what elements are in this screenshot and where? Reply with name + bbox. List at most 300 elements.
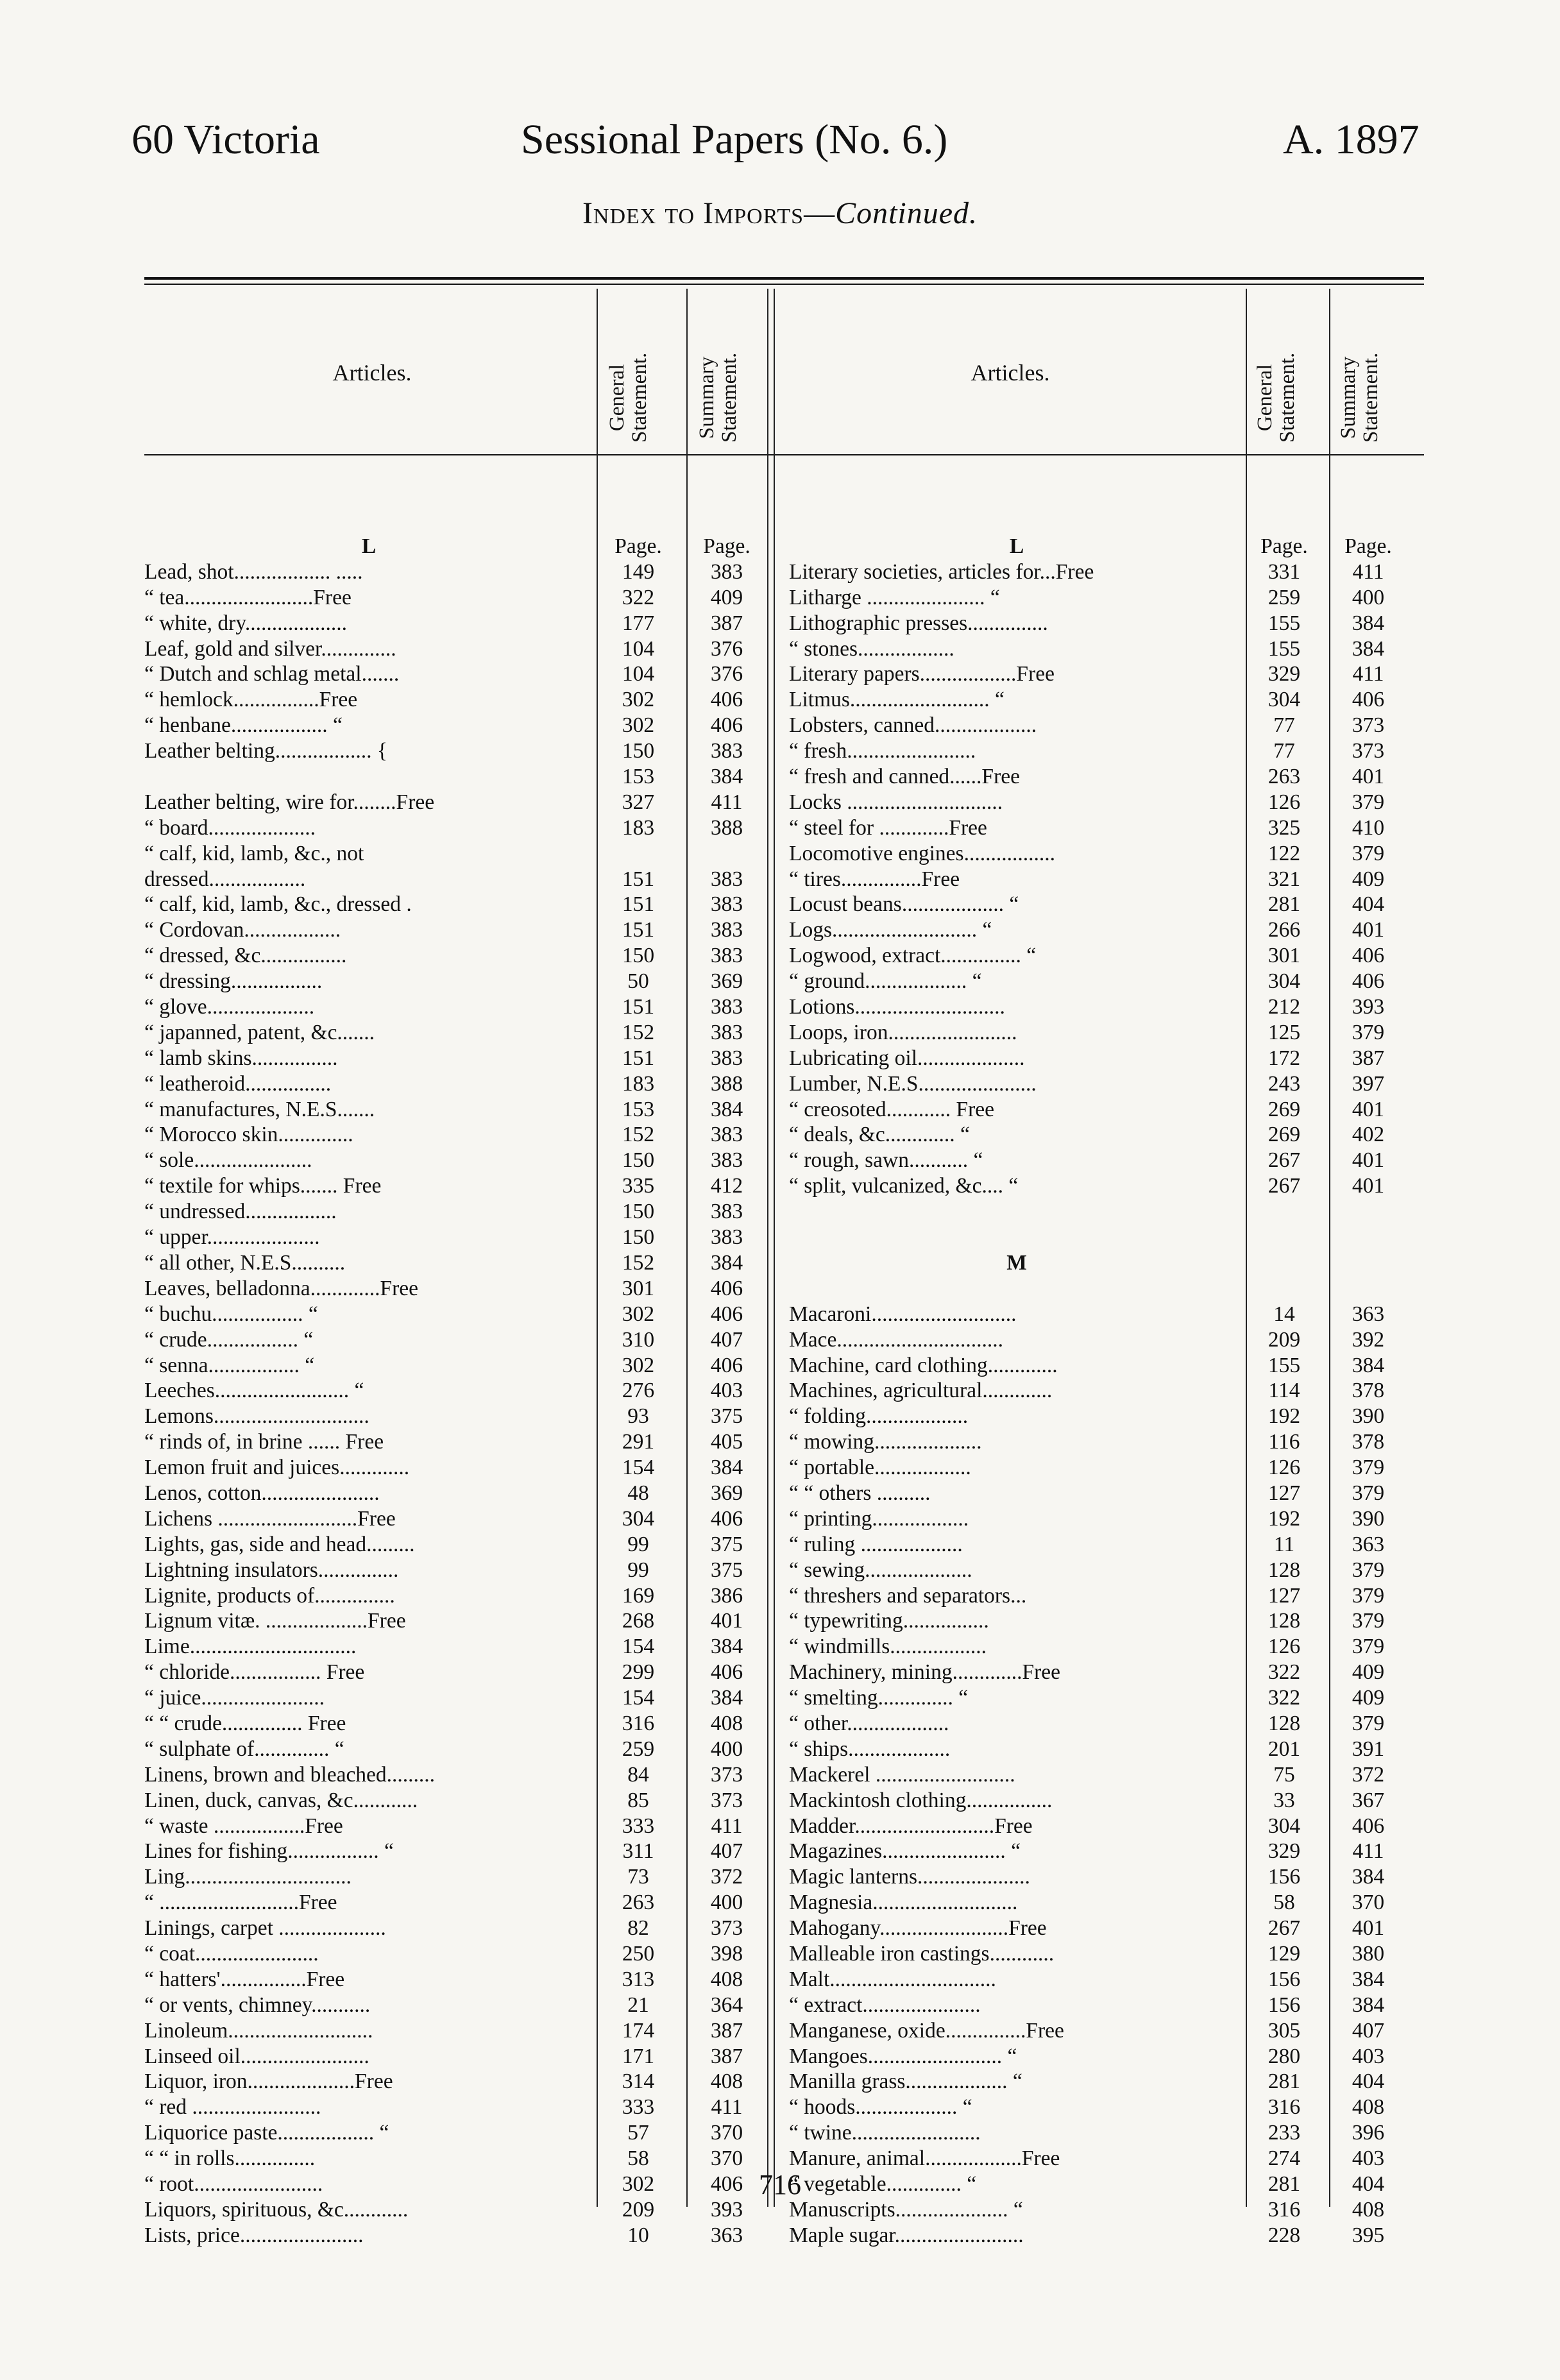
entry-article: “ ground................... “ <box>789 969 982 994</box>
entry-summary-page: 406 <box>710 1353 743 1377</box>
entry-article: Lubricating oil.................... <box>789 1046 1025 1070</box>
entry-general-page: 311 <box>622 1839 654 1864</box>
entry-summary-page: 383 <box>710 867 743 891</box>
index-entry <box>144 1429 786 1455</box>
entry-general-page: 267 <box>1268 1148 1301 1173</box>
entry-general-page: 150 <box>622 739 655 763</box>
entry-article: Manure, animal..................Free <box>789 2146 1060 2171</box>
index-entry <box>789 1199 1430 1225</box>
entry-general-page: 280 <box>1268 2044 1301 2068</box>
index-entry <box>144 1685 786 1711</box>
entry-summary-page: 379 <box>1352 1609 1385 1633</box>
entry-summary-page: 386 <box>710 1583 743 1608</box>
section-heading <box>789 534 1430 559</box>
entry-general-page: 122 <box>1268 841 1301 865</box>
index-entry <box>144 1864 786 1890</box>
entry-general-page: 268 <box>622 1609 655 1633</box>
index-entry <box>144 1890 786 1916</box>
entry-general-page: 322 <box>1268 1660 1301 1685</box>
entry-article: Machines, agricultural............. <box>789 1379 1053 1403</box>
entry-article: “ tea........................Free <box>144 585 352 609</box>
index-entry <box>789 867 1430 892</box>
entry-article: Lights, gas, side and head......... <box>144 1532 415 1556</box>
entry-article: “ upper..................... <box>144 1225 320 1250</box>
index-entry <box>789 1429 1430 1455</box>
entry-general-page: 243 <box>1268 1071 1301 1096</box>
entry-article: “ folding................... <box>789 1404 969 1429</box>
entry-article: Lenos, cotton...................... <box>144 1481 380 1505</box>
index-entry <box>789 585 1430 611</box>
entry-article: “ stones.................. <box>789 636 954 661</box>
entry-article: Madder..........................Free <box>789 1814 1033 1838</box>
entry-summary-page: 388 <box>710 815 743 840</box>
entry-summary-page: 373 <box>710 1788 743 1812</box>
index-entry <box>144 2120 786 2146</box>
entry-article: Lignum vitæ. ...................Free <box>144 1609 406 1633</box>
entry-article: Lumber, N.E.S...................... <box>789 1071 1037 1096</box>
entry-general-page: 14 <box>1273 1302 1295 1326</box>
index-entry <box>789 815 1430 841</box>
entry-general-page: 329 <box>1268 662 1301 686</box>
entry-general-page: 302 <box>622 1302 655 1326</box>
entry-article: Lobsters, canned................... <box>789 713 1037 738</box>
entry-summary-page: 401 <box>1352 765 1385 789</box>
entry-general-page: 85 <box>627 1788 649 1812</box>
entry-general-page: 150 <box>622 1200 655 1224</box>
entry-summary-page: 384 <box>710 1686 743 1710</box>
entry-general-page: 259 <box>622 1737 655 1761</box>
index-entry <box>144 1378 786 1404</box>
entry-article: “ or vents, chimney........... <box>144 1993 371 2017</box>
entry-general-page: 77 <box>1273 739 1295 763</box>
index-entry <box>789 1788 1430 1814</box>
entry-summary-page: 367 <box>1352 1788 1385 1812</box>
entry-summary-page: 408 <box>1352 2197 1385 2222</box>
entry-article: Loops, iron........................ <box>789 1020 1017 1044</box>
index-entry <box>144 1404 786 1429</box>
entry-general-page: 152 <box>622 1020 655 1044</box>
entry-general-page: 299 <box>622 1660 655 1685</box>
entry-general-page: 250 <box>622 1941 655 1966</box>
entry-article: “ smelting.............. “ <box>789 1686 969 1710</box>
entry-general-page: 302 <box>622 2172 655 2196</box>
entry-general-page: 128 <box>1268 1609 1301 1633</box>
entry-article: L <box>1009 534 1024 558</box>
entry-summary-page: 403 <box>1352 2044 1385 2068</box>
index-entry <box>144 1481 786 1506</box>
index-entry <box>789 1378 1430 1404</box>
index-entry <box>789 611 1430 636</box>
entry-general-page: 322 <box>622 585 655 609</box>
entry-general-page: 183 <box>622 815 655 840</box>
index-entry <box>789 1097 1430 1123</box>
entry-article: Mace............................... <box>789 1327 1004 1352</box>
entry-general-page: 93 <box>627 1404 649 1429</box>
entry-summary-page: 383 <box>710 1148 743 1173</box>
entry-general-page: 156 <box>1268 1967 1301 1991</box>
entry-article: Lines for fishing................. “ <box>144 1839 394 1864</box>
entry-article: Malleable iron castings............ <box>789 1941 1055 1966</box>
entry-summary-page: 379 <box>1352 1020 1385 1044</box>
index-entry <box>144 1941 786 1967</box>
entry-article: “ sewing.................... <box>789 1558 972 1582</box>
entry-summary-page: 383 <box>710 1225 743 1250</box>
entry-article: Linen, duck, canvas, &c............ <box>144 1788 418 1812</box>
entry-summary-page: 384 <box>710 1456 743 1480</box>
entry-article: “ extract...................... <box>789 1993 981 2017</box>
subtitle-dash: — <box>804 196 836 230</box>
entry-article: “ sulphate of.............. “ <box>144 1737 344 1761</box>
header-rule <box>144 454 1424 455</box>
index-entry <box>144 1506 786 1532</box>
index-entry <box>789 994 1430 1020</box>
entry-general-page: 281 <box>1268 2172 1301 2196</box>
entry-summary-page: 411 <box>1352 662 1384 686</box>
entry-article: Litharge ...................... “ <box>789 585 1000 609</box>
entry-summary-page: 379 <box>1352 1583 1385 1608</box>
entry-general-page: 302 <box>622 688 655 712</box>
entry-summary-page: 406 <box>710 688 743 712</box>
index-entry <box>789 1608 1430 1634</box>
entry-summary-page: 372 <box>710 1865 743 1889</box>
index-entry <box>789 1225 1430 1250</box>
entry-general-page: 310 <box>622 1327 655 1352</box>
entry-general-page: 73 <box>627 1865 649 1889</box>
entry-summary-page: 406 <box>710 1660 743 1685</box>
index-entry <box>789 1941 1430 1967</box>
entry-general-page: 333 <box>622 2095 655 2120</box>
entry-article: “ Cordovan.................. <box>144 918 341 942</box>
entry-general-page: 333 <box>622 1814 655 1838</box>
entry-summary-page: 370 <box>710 2121 743 2145</box>
entry-summary-page: 407 <box>710 1839 743 1864</box>
entry-general-page: 126 <box>1268 790 1301 814</box>
entry-article: “ all other, N.E.S.......... <box>144 1250 346 1275</box>
entry-summary-page: 403 <box>710 1379 743 1403</box>
entry-summary-page: 379 <box>1352 790 1385 814</box>
index-entry <box>789 2095 1430 2120</box>
entry-article: “ board.................... <box>144 815 316 840</box>
entry-general-page: 150 <box>622 1148 655 1173</box>
entry-general-page: 335 <box>622 1174 655 1198</box>
entry-general-page: 281 <box>1268 892 1301 917</box>
entry-general-page: 128 <box>1268 1711 1301 1735</box>
index-entry <box>144 1148 786 1173</box>
entry-summary-page: 376 <box>710 662 743 686</box>
entry-summary-page: 370 <box>710 2146 743 2171</box>
entry-article: “ red ........................ <box>144 2095 321 2120</box>
index-entry <box>789 1302 1430 1327</box>
entry-summary-page: 379 <box>1352 1558 1385 1582</box>
entry-article: Magnesia........................... <box>789 1891 1018 1915</box>
entry-article: Macaroni........................... <box>789 1302 1017 1326</box>
entry-article: “ creosoted............ Free <box>789 1097 995 1121</box>
entry-summary-page: 378 <box>1352 1430 1385 1454</box>
entry-article: Literary societies, articles for...Free <box>789 559 1094 584</box>
index-entry <box>144 1762 786 1788</box>
entry-summary-page: 384 <box>710 1635 743 1659</box>
entry-summary-page: 406 <box>1352 688 1385 712</box>
entry-summary-page: 376 <box>710 636 743 661</box>
entry-general-page: 11 <box>1273 1532 1295 1556</box>
entry-article: Linoleum........................... <box>144 2018 373 2043</box>
entry-article: “ senna................. “ <box>144 1353 315 1377</box>
entry-article: “ textile for whips....... Free <box>144 1174 382 1198</box>
entry-article: Leather belting.................. { <box>144 739 387 763</box>
entry-summary-page: 384 <box>710 765 743 789</box>
entry-article: “ steel for .............Free <box>789 815 987 840</box>
entry-article: “ “ crude............... Free <box>144 1711 346 1735</box>
entry-summary-page: 383 <box>710 995 743 1019</box>
index-entry <box>789 1864 1430 1890</box>
entry-article: “ ruling ................... <box>789 1532 963 1556</box>
entry-article: Lead, shot.................. ..... <box>144 559 363 584</box>
entry-general-page: 316 <box>622 1711 655 1735</box>
entry-summary-page: 412 <box>710 1174 743 1198</box>
entry-summary-page: 390 <box>1352 1404 1385 1429</box>
index-entry <box>144 661 786 687</box>
index-entry <box>144 1455 786 1481</box>
entry-summary-page: 384 <box>1352 1353 1385 1377</box>
entry-summary-page: 373 <box>1352 713 1385 738</box>
entry-summary-page: 404 <box>1352 2172 1385 2196</box>
index-entry <box>144 1353 786 1379</box>
index-entry <box>144 2069 786 2095</box>
index-entry <box>789 1327 1430 1353</box>
index-entry <box>144 841 786 867</box>
index-entry <box>789 1711 1430 1737</box>
entry-general-page: 316 <box>1268 2095 1301 2120</box>
entry-general-page: 149 <box>622 559 655 584</box>
entry-summary-page: 378 <box>1352 1379 1385 1403</box>
entry-general-page: 263 <box>1268 765 1301 789</box>
index-entry <box>144 917 786 943</box>
entry-summary-page: 411 <box>1352 559 1384 584</box>
col-head-summary-right: Summary Statement. <box>1337 352 1382 443</box>
entry-summary-page: 409 <box>1352 867 1385 891</box>
entry-article: Magazines....................... “ <box>789 1839 1021 1864</box>
entry-article: Manuscripts..................... “ <box>789 2197 1023 2222</box>
entry-general-page: 267 <box>1268 1174 1301 1198</box>
entry-article: “ “ others .......... <box>789 1481 931 1505</box>
entry-summary-page: 406 <box>1352 1814 1385 1838</box>
entry-summary-page: 400 <box>710 1891 743 1915</box>
entry-general-page: 104 <box>622 636 655 661</box>
entry-summary-page: 409 <box>710 585 743 609</box>
entry-general-page: 154 <box>622 1686 655 1710</box>
index-entry <box>144 1660 786 1685</box>
section-heading <box>789 1250 1430 1276</box>
entry-summary-page: 393 <box>1352 995 1385 1019</box>
entry-summary-page: 363 <box>1352 1302 1385 1326</box>
entry-general-page: 50 <box>627 969 649 994</box>
entry-general-page: 75 <box>1273 1762 1295 1787</box>
entry-general-page: 327 <box>622 790 655 814</box>
index-entry <box>144 1327 786 1353</box>
index-entry <box>789 738 1430 764</box>
index-entry <box>144 1250 786 1276</box>
entry-article: “ rough, sawn........... “ <box>789 1148 983 1173</box>
index-entry <box>789 713 1430 738</box>
entry-article: Locust beans................... “ <box>789 892 1019 917</box>
index-entry <box>144 1097 786 1123</box>
entry-article: “ split, vulcanized, &c.... “ <box>789 1174 1019 1198</box>
entry-article: “ sole...................... <box>144 1148 312 1173</box>
entry-article: “ coat....................... <box>144 1941 319 1966</box>
index-entry <box>144 1558 786 1583</box>
entry-article: “ windmills.................. <box>789 1635 987 1659</box>
index-entry <box>789 2120 1430 2146</box>
entry-article: Lotions............................ <box>789 995 1005 1019</box>
index-entry <box>789 1404 1430 1429</box>
entry-article: Lithographic presses............... <box>789 611 1048 635</box>
entry-general-page: 274 <box>1268 2146 1301 2171</box>
entry-general-page: 58 <box>1273 1891 1295 1915</box>
index-entry <box>144 1532 786 1558</box>
entry-summary-page: 406 <box>710 1506 743 1531</box>
entry-general-page: 301 <box>1268 944 1301 968</box>
entry-general-page: 99 <box>627 1532 649 1556</box>
entry-article: “ hoods................... “ <box>789 2095 972 2120</box>
entry-general-page: 151 <box>622 867 655 891</box>
entry-summary-page: 395 <box>1352 2223 1385 2247</box>
entry-summary-page: 400 <box>1352 585 1385 609</box>
entry-summary-page: 408 <box>710 1711 743 1735</box>
index-entry <box>144 1634 786 1660</box>
index-entry <box>789 661 1430 687</box>
entry-article: Lightning insulators............... <box>144 1558 399 1582</box>
entry-general-page: 302 <box>622 713 655 738</box>
entry-general-page: Page. <box>1260 534 1308 558</box>
entry-general-page: 192 <box>1268 1404 1301 1429</box>
index-entry <box>789 1506 1430 1532</box>
entry-general-page: 150 <box>622 944 655 968</box>
entry-article: “ portable.................. <box>789 1456 971 1480</box>
entry-summary-page: 383 <box>710 739 743 763</box>
index-entry <box>789 559 1430 585</box>
right-index-column <box>789 534 1430 2248</box>
entry-article: Mahogany........................Free <box>789 1916 1047 1941</box>
entry-general-page: 82 <box>627 1916 649 1941</box>
page-subtitle <box>0 196 1560 231</box>
index-entry <box>144 1737 786 1762</box>
entry-summary-page: 384 <box>1352 1865 1385 1889</box>
entry-general-page: 269 <box>1268 1123 1301 1147</box>
index-entry <box>789 1890 1430 1916</box>
top-rule-thin <box>144 284 1424 285</box>
entry-article: Lichens ..........................Free <box>144 1506 396 1531</box>
entry-article: “ japanned, patent, &c....... <box>144 1020 375 1044</box>
entry-article: Locks ............................. <box>789 790 1003 814</box>
entry-general-page: 304 <box>622 1506 655 1531</box>
index-entry <box>789 1455 1430 1481</box>
index-entry <box>144 1583 786 1609</box>
entry-general-page: 209 <box>1268 1327 1301 1352</box>
entry-article: “ glove.................... <box>144 995 315 1019</box>
entry-general-page: 77 <box>1273 713 1295 738</box>
entry-article: “ “ in rolls............... <box>144 2146 316 2171</box>
entry-summary-page: 383 <box>710 944 743 968</box>
entry-general-page: 58 <box>627 2146 649 2171</box>
entry-general-page: 156 <box>1268 1865 1301 1889</box>
entry-general-page: 172 <box>1268 1046 1301 1070</box>
index-entry <box>789 917 1430 943</box>
entry-summary-page: 406 <box>1352 969 1385 994</box>
entry-summary-page: 363 <box>710 2223 743 2247</box>
entry-general-page: 233 <box>1268 2121 1301 2145</box>
entry-general-page: 276 <box>622 1379 655 1403</box>
entry-general-page: 304 <box>1268 688 1301 712</box>
entry-summary-page: 384 <box>710 1097 743 1121</box>
index-entry <box>144 1711 786 1737</box>
entry-article: Linens, brown and bleached......... <box>144 1762 436 1787</box>
entry-article: dressed.................. <box>144 867 306 891</box>
entry-general-page: 174 <box>622 2018 655 2043</box>
index-entry <box>144 2095 786 2120</box>
index-entry <box>789 2223 1430 2248</box>
entry-general-page: 331 <box>1268 559 1301 584</box>
entry-article: Locomotive engines................. <box>789 841 1055 865</box>
index-entry <box>789 764 1430 790</box>
entry-general-page: 325 <box>1268 815 1301 840</box>
entry-article: “ typewriting................ <box>789 1609 989 1633</box>
entry-article: Lemons............................. <box>144 1404 369 1429</box>
entry-summary-page: 379 <box>1352 1481 1385 1505</box>
entry-summary-page: 363 <box>1352 1532 1385 1556</box>
entry-summary-page: 375 <box>710 1558 743 1582</box>
index-entry <box>144 738 786 764</box>
index-entry <box>144 1122 786 1148</box>
entry-summary-page: 373 <box>710 1762 743 1787</box>
entry-general-page: 126 <box>1268 1456 1301 1480</box>
entry-article: Literary papers..................Free <box>789 662 1055 686</box>
entry-general-page: 48 <box>627 1481 649 1505</box>
entry-article: “ printing.................. <box>789 1506 969 1531</box>
entry-summary-page: 411 <box>1352 1839 1384 1864</box>
entry-summary-page: 373 <box>710 1916 743 1941</box>
index-entry <box>144 1020 786 1046</box>
index-entry <box>144 2018 786 2044</box>
entry-summary-page: 393 <box>710 2197 743 2222</box>
entry-general-page: 201 <box>1268 1737 1301 1761</box>
index-entry <box>144 1302 786 1327</box>
entry-general-page: 321 <box>1268 867 1301 891</box>
entry-summary-page: 408 <box>710 2070 743 2094</box>
entry-summary-page: 380 <box>1352 1941 1385 1966</box>
index-entry <box>144 1173 786 1199</box>
entry-article: “ root........................ <box>144 2172 323 2196</box>
index-entry <box>144 764 786 790</box>
entry-general-page: 183 <box>622 1071 655 1096</box>
entry-summary-page: 409 <box>1352 1686 1385 1710</box>
entry-summary-page: 405 <box>710 1430 743 1454</box>
entry-summary-page: 369 <box>710 1481 743 1505</box>
entry-article: Magic lanterns..................... <box>789 1865 1030 1889</box>
index-entry <box>144 1225 786 1250</box>
index-entry <box>789 1071 1430 1097</box>
entry-article: “ deals, &c............. “ <box>789 1123 970 1147</box>
entry-article: Mackerel .......................... <box>789 1762 1015 1787</box>
entry-summary-page: 411 <box>711 1814 743 1838</box>
entry-article: “ threshers and separators... <box>789 1583 1027 1608</box>
entry-general-page: 209 <box>622 2197 655 2222</box>
entry-general-page: 154 <box>622 1635 655 1659</box>
entry-general-page: 116 <box>1268 1430 1300 1454</box>
entry-summary-page: 408 <box>710 1967 743 1991</box>
entry-general-page: 316 <box>1268 2197 1301 2222</box>
entry-summary-page: 406 <box>710 1302 743 1326</box>
entry-general-page: 314 <box>622 2070 655 2094</box>
